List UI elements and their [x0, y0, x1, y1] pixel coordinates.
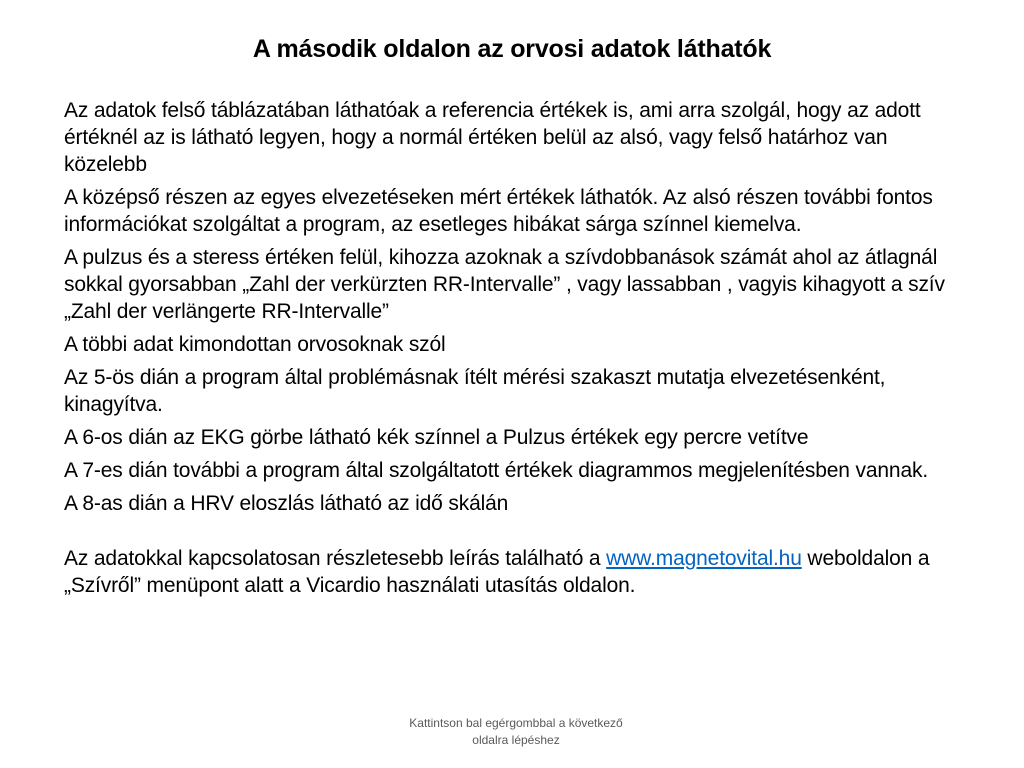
- paragraph-slide-5: Az 5-ös dián a program által problémásnak ítélt mérési szakaszt mutatja elvezetésenként, kinagyítva.: [64, 366, 886, 416]
- paragraph-pulse-stress: A pulzus és a steress értéken felül, kihozza azoknak a szívdobbanások számát ahol az átlagnál sokkal gyorsabban „Zahl der verkürzten RR-Intervalle” , vagy lassabban , vagyis kihagyott a szív „Zahl der verlängerte RR-Intervalle”: [64, 246, 945, 323]
- paragraph-other-data: A többi adat kimondottan orvosoknak szól: [64, 333, 446, 356]
- more-info-text-before-link: Az adatokkal kapcsolatosan részletesebb leírás található a: [64, 547, 607, 570]
- paragraph-slide-8: A 8-as dián a HRV eloszlás látható az idő skálán: [64, 492, 509, 515]
- paragraph-middle-section: A középső részen az egyes elvezetéseken mért értékek láthatók. Az alsó részen további fontos információkat szolgáltat a program, az esetleges hibákat sárga színnel kiemelva.: [64, 186, 933, 236]
- click-to-advance-note: [370, 715, 662, 749]
- slide-title: A második oldalon az orvosi adatok láthatók: [252, 35, 772, 63]
- paragraph-slide-6: A 6-os dián az EKG görbe látható kék színnel a Pulzus értékek egy percre vetítve: [64, 426, 809, 449]
- paragraph-more-info: [64, 545, 964, 599]
- magnetovital-link[interactable]: www.magnetovital.hu: [606, 547, 802, 570]
- click-note-line-1: Kattintson bal egérgombbal a következő: [409, 716, 623, 730]
- paragraph-reference-values: Az adatok felső táblázatában láthatóak a referencia értékek is, ami arra szolgál, hogy az adott értéknél az is látható legyen, hogy a normál értéken belül az alsó, vagy felső határhoz van közelebb: [64, 99, 921, 176]
- paragraph-spacer: [64, 523, 964, 545]
- click-note-line-2: oldalra lépéshez: [472, 733, 560, 747]
- paragraph-slide-7: A 7-es dián további a program által szolgáltatott értékek diagrammos megjelenítésben vannak.: [64, 459, 929, 482]
- more-info-text-after-link: weboldalon a „Szívről” menüpont alatt a Vicardio használati utasítás oldalon.: [64, 547, 930, 597]
- slide-body: [64, 97, 964, 605]
